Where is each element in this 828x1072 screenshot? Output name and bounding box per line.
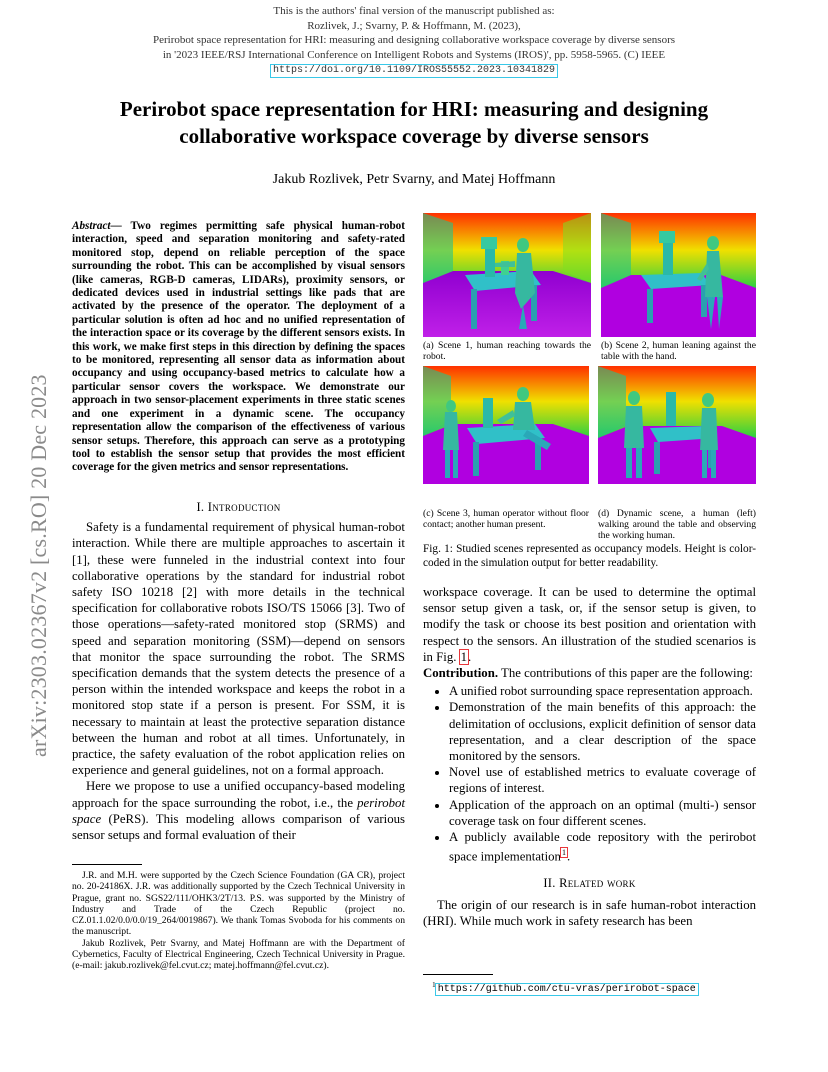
figure-scene-dynamic <box>598 366 756 484</box>
footnote-marker-link[interactable]: 1 <box>561 848 566 858</box>
publication-note-line: in '2023 IEEE/RSJ International Conference on Intelligent Robots and Systems (IROS)', pp. 5958-5965. (C) IEEE <box>162 48 666 61</box>
figure-scene-2 <box>601 213 756 337</box>
footnote-rule <box>423 974 493 975</box>
footnote-rule <box>72 864 142 865</box>
publication-note-line: Rozlivek, J.; Svarny, P. & Hoffmann, M. (2023), <box>307 19 521 32</box>
list-item: • A publicly available code repository with the perirobot space implementation$^1$. <box>449 829 756 865</box>
scene-1-image <box>423 213 591 337</box>
publication-note-line: Perirobot space representation for HRI: measuring and designing collaborative workspace coverage by diverse sensors <box>152 34 676 46</box>
doi-link[interactable]: https://doi.org/10.1109/IROS55552.2023.10341829 <box>272 65 556 76</box>
intro-paragraph: Safety is a fundamental requirement of physical human-robot interaction. While there are multiple approaches to ascertain it [1], these were funneled in the industrial context into four collaborative operations by the standard for industrial robot safety ISO 10218 [2] with more details in the technical specification for collaborative robots ISO/TS 15066 [3]. Two of those operations—safety-rated monitored stop (SRMS) and speed and separation monitoring (SSM)—depend on sensors that monitor the space surrounding the robot. The SRMS specification demands that the system detects the presence of a person within the intended workspace and keeps the robot in a monitored stop state if a person is present. For SSM, it is necessary to maintain at least the protective separation distance between the human and robot at all times. Unfortunately, in practice, the safety evaluation of the robot application relies on experience and general guidelines, not on a formal approach. <box>72 520 405 778</box>
intro-text: (PeRS). This modeling allows comparison of various sensor setups and formal evaluation of their <box>72 811 405 843</box>
scene-3-image <box>423 366 589 484</box>
contribution-paragraph <box>423 665 756 681</box>
arxiv-identifier: arXiv:2303.02367v2 [cs.RO] 20 Dec 2023 <box>26 374 51 757</box>
list-item-text: A publicly available code repository with the perirobot space implementation <box>449 830 756 864</box>
figure-scene-1 <box>423 213 591 337</box>
contribution-list <box>423 683 756 865</box>
section-title: Introduction <box>207 500 281 514</box>
paper-title-line: collaborative workspace coverage by diverse sensors <box>179 124 649 148</box>
intro-emphasis: perirobot space <box>72 795 405 826</box>
footnotes <box>72 870 405 972</box>
figure-reference-link[interactable]: 1 <box>460 649 468 664</box>
paper-title <box>60 96 768 150</box>
list-item: • Demonstration of the main benefits of this approach: the delimitation of occlusions, explicit definition of sensor data representation, and a clear description of the space monitored by the sensors. <box>449 699 756 764</box>
affiliation-footnote: Jakub Rozlivek, Petr Svarny, and Matej Hoffmann are with the Department of Cybernetics, Faculty of Electrical Engineering, Czech Technical University in Prague. (e-mail: jakub.rozlivek@fel.cvut.cz; matej.hoffmann@fel.cvut.cz). <box>72 937 405 972</box>
intro-continuation: workspace coverage. It can be used to determine the optimal sensor setup given a task, or, if the sensor setup is given, to modify the task or choose its best position and orientation with respect to the sensors. An illustration of the studied scenarios is in Fig. 1. <box>423 585 756 664</box>
abstract-text: — Two regimes permitting safe physical human-robot interaction, speed and separation monitoring and safety-rated monitored stop, depend on reliable perception of the space surrounding the robot. This can be accomplished by visual sensors (like cameras, RGB-D cameras, LIDARs), proximity sensors, or dedicated devices used in industrial settings like pads that are activated by the presence of the operator. The deployment of a particular solution is often ad hoc and no unified representation of the interaction space or its coverage by the different sensors exists. In this work, we make first steps in this direction by defining the spaces to be monitored, representing all sensor data as information about occupancy and using occupancy-based metrics to calculate how a particular sensor covers the workspace. We demonstrate our approach in two sensor-placement experiments in three static scenes and one experiment in a dynamic scene. The occupancy representation allow the comparison of the effectiveness of various sensor setups. Therefore, this approach can serve as a prototyping tool to establish the sensor setup that provides the most efficient coverage for the given metrics and sensor representations. <box>72 220 405 474</box>
intro-continuation-text: workspace coverage. It can be used to determine the optimal sensor setup given a task, or, if the sensor setup is given, to modify the task or choose its best position and orientation with respect to the sensors. An illustration of the studied scenarios is in Fig. <box>423 585 756 664</box>
publication-note <box>0 4 828 77</box>
section-title: Related work <box>559 875 636 890</box>
scene-2-image <box>601 213 756 337</box>
code-repository-link[interactable]: https://github.com/ctu-vras/perirobot-space <box>437 984 696 995</box>
figure-caption: Fig. 1: Studied scenes represented as occupancy models. Height is color-coded in the simulation output for better readability. <box>423 543 756 569</box>
section-numeral: II. <box>543 875 556 890</box>
intro-paragraph <box>72 778 405 843</box>
footnote-number: 1 <box>432 980 436 989</box>
contribution-label: Contribution. <box>423 666 499 681</box>
scene-dynamic-image <box>598 366 756 484</box>
contribution-intro: The contributions of this paper are the following: <box>501 666 753 681</box>
abstract-label: Abstract <box>72 220 111 232</box>
subcaption-b: (b) Scene 2, human leaning against the table with the hand. <box>601 340 756 362</box>
funding-footnote: J.R. and M.H. were supported by the Czech Science Foundation (GA CR), project no. 20-24186X. J.R. was additionally supported by the Czech Technical University in Prague, grant no. SGS22/111/OHK3/2T/13. P.S. was supported by the Ministry of Industry and Trade of the Czech Republic (project no. CZ.01.1.02/0.0/0.0/19_264/0019867). We thank Tomas Svoboda for his comments on the manuscript. <box>72 870 405 938</box>
subcaption-c: (c) Scene 3, human operator without floor contact; another human present. <box>423 508 589 530</box>
publication-note-line: This is the authors' final version of the manuscript published as: <box>273 5 555 17</box>
figure-scene-3 <box>423 366 589 484</box>
intro-text: Here we propose to use a unified occupancy-based modeling approach for the space surrounding the robot, i.e., the <box>72 779 405 810</box>
right-column-text <box>423 584 756 929</box>
section-heading-introduction <box>72 499 405 515</box>
section-heading-related-work <box>423 875 756 891</box>
introduction-section <box>72 499 405 843</box>
list-item: • Novel use of established metrics to evaluate coverage of regions of interest. <box>449 764 756 796</box>
abstract <box>72 220 405 475</box>
subcaption-a: (a) Scene 1, human reaching towards the robot. <box>423 340 591 362</box>
section-numeral: I. <box>196 500 205 514</box>
list-item: • Application of the approach on an optimal (multi-) sensor coverage task on four different scenes. <box>449 797 756 829</box>
list-item: • A unified robot surrounding space representation approach. <box>449 683 756 699</box>
author-list: Jakub Rozlivek, Petr Svarny, and Matej Hoffmann <box>272 172 556 187</box>
subcaption-d: (d) Dynamic scene, a human (left) walking around the table and observing the working human. <box>598 508 756 541</box>
related-work-paragraph: The origin of our research is in safe human-robot interaction (HRI). While much work in safety research has been <box>423 897 756 929</box>
code-footnote <box>432 980 698 995</box>
paper-title-line: Perirobot space representation for HRI: measuring and designing <box>119 97 709 121</box>
